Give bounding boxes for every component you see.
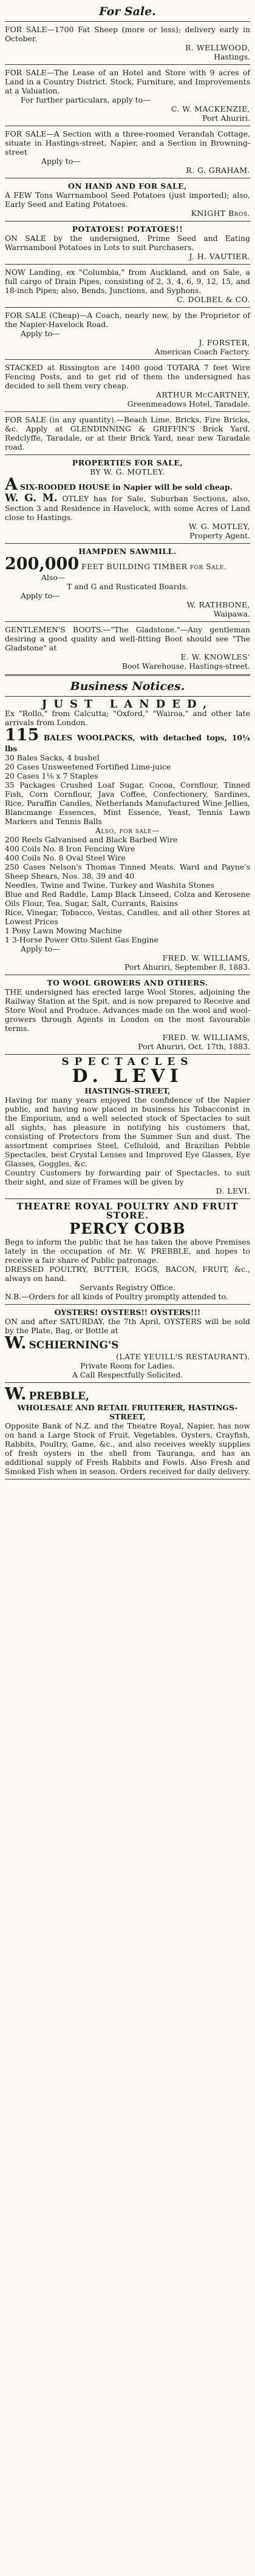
ad-header: JUST LANDED, [41,698,214,711]
ad-place: Waipawa. [213,609,250,618]
ad-text: A FEW Tons Warrnambool Seed Potatoes (just imported); also, Early Seed and Eating Potatoes. [5,191,250,209]
ad-place: Port Ahuriri. [202,113,250,123]
ad-cottage-section [5,129,250,175]
ad-initial: W. [5,1385,27,1404]
section-heading-business: Business Notices. [70,680,185,693]
divider [5,1382,250,1383]
ad-text: STACKED at Rissington are 1400 good TOTARA 7 feet Wire Fencing Posts, and to get rid of them the undersigned has decided to sell them very cheap. [5,363,250,390]
ad-hotel-lease [5,68,250,123]
ad-properties [5,458,250,540]
ad-text: ON and after SATURDAY, the 7th April, OYSTERS will be sold by the Plate, Bag, or Bottle at [5,1317,250,1335]
ad-text: THE undersigned has erected large Wool Stores, adjoining the Railway Station at the Spit, and is now prepared to Receive and Store Wool and Produce. Advances made on the wool and wool-growers through Agents in London on the most favourable terms. [5,987,250,1033]
ad-name: PREBBLE, [29,1390,89,1402]
ad-wool-stores [5,978,250,1051]
ad-just-landed [5,700,250,972]
ad-text: FOR SALE (in any quantity).—Beach Lime, Bricks, Fire Bricks, &c. Apply at GLENDINNING & GRIFFIN'S Brick Yard, Redclyffe, Taradale, or at their Brick Yard, near new Taradale road. [5,415,250,451]
double-divider [5,674,250,676]
ad-call: A Call Respectfully Solicited. [72,1370,183,1379]
ad-bales-text: BALES WOOLPACKS, with detached tops, 10¼ lbs [5,733,250,753]
stock-item: Rice, Vinegar, Tobacco, Vestas, Candles, and all other Stores at Lowest Prices [5,908,250,926]
ad-initials: W. G. M. [5,492,58,504]
ad-signature: J. H. VAUTIER. [189,252,250,261]
ad-text: FOR SALE—1700 Fat Sheep (more or less); delivery early in October. [5,25,250,43]
ad-line: T and G and Rusticated Boards. [67,582,188,591]
stock-item: Needles, Twine and Twine, Turkey and Washita Stones [5,881,214,890]
ad-name: SCHIERNING'S [29,1339,119,1351]
ad-line: WHOLESALE AND RETAIL FRUITERER, HASTINGS-STREET, [17,1403,238,1421]
ad-ships: Ex "Rollo," from Calcutta; "Oxford," "Wairoa," and other late arrivals from London. [5,709,250,727]
ad-text: FOR SALE—The Lease of an Hotel and Store with 9 acres of Land in a Country District. Stock, Furniture, and Improvements at a Valuation. [5,68,250,95]
ad-signature: W. G. MOTLEY, [188,522,250,531]
ad-apply: Apply to— [21,591,60,600]
divider [5,307,250,308]
ad-signature: C. W. MACKENZIE, [171,104,250,113]
divider [5,696,250,697]
ad-also-sale: Also, for sale— [95,826,160,835]
stock-list [5,753,250,826]
ad-private: Private Room for Ladies. [80,1361,175,1370]
ad-text: NOW Landing, ex "Columbia," from Auckland, and on Sale, a full cargo of Drain Pipes, consisting of 2, 3, 4, 6, 9, 12, 15, and 18-inch Pipes; also, Bends, Junctions, and Syphons. [5,268,250,295]
ad-apply: Apply to— [41,157,81,166]
ad-also: Also— [41,573,66,582]
stock-item: 400 Coils No. 8 Iron Fencing Wire [5,844,135,853]
ad-text: GENTLEMEN'S BOOTS.—"The Gladstone."—Any gentleman desiring a good quality and well-fitting Boot should see "The Gladstone" at [5,625,250,652]
ad-poultry-store [5,1202,250,1301]
ad-place: Property Agent. [189,531,250,540]
ad-place: Boot Warehouse, Hastings-street. [121,661,250,671]
ad-quantity-text: FEET BUILDING TIMBER for Sale. [81,562,227,571]
divider [5,264,250,265]
ad-spectacles [5,1058,250,1195]
stock-item: 200 Reels Galvanised and Black Barbed Wire [5,835,178,844]
ad-signature: KNIGHT Bros. [191,209,250,218]
ad-apply: Apply to— [21,329,60,338]
ad-registry: Servants Registry Office. [80,1283,175,1292]
stock-item: 20 Cases Unsweetened Fortified Lime-juice [5,762,171,771]
divider [5,1054,250,1055]
ad-note: Country Customers by forwarding pair of Spectacles, to suit their sight, and size of Frames will be given by [5,1168,250,1186]
ad-title: SPECTACLES [61,1056,194,1068]
ad-sub: (LATE YEUILL'S RESTAURANT). [116,1352,250,1361]
ad-signature: D. LEVI. [216,1186,250,1195]
ad-fat-sheep [5,25,250,61]
ad-title: ON HAND AND FOR SALE, [68,181,187,191]
ad-signature: ARTHUR McCARTNEY, [155,390,250,399]
ad-text: ON SALE by the undersigned, Prime Seed and Eating Warrnambool Potatoes in Lots to suit Purchasers. [5,234,250,252]
ad-signature: R. WELLWOOD, [185,43,250,52]
ad-text: FOR SALE—A Section with a three-roomed Verandah Cottage, situate in Hastings-street, Napier, and a Section in Browning-street [5,129,250,157]
ad-lime-bricks [5,415,250,451]
stock-item: Blue and Red Raddle, Lamp Black Linseed, Colza and Kerosene Oils Flour, Tea, Sugar, Salt, Currants, Raisins [5,890,250,908]
divider [5,411,250,412]
divider [5,543,250,544]
ad-signature: FRED. W. WILLIAMS, [162,953,250,962]
divider [5,21,250,22]
section-heading-for-sale: For Sale. [99,5,156,18]
ad-signature: E. W. KNOWLES' [180,652,250,661]
ad-coach [5,311,250,356]
ad-fencing-posts [5,363,250,408]
ad-house: SIX-ROODED HOUSE in Napier will be sold cheap. [19,482,233,492]
stock-item: 400 Coils No. 8 Oval Steel Wire [5,853,126,862]
drop-cap: A [5,475,18,494]
stock-item: 30 Bales Sacks, 4 bushel [5,753,100,762]
ad-signature: J. FORSTER, [199,338,250,347]
ad-text: OTLEY has for Sale, Suburban Sections, also, Section 3 and Residence in Havelock, with some Acres of Land close to Hastings. [5,494,250,522]
divider [5,621,250,622]
ad-apply: Apply to— [21,944,60,953]
ad-boots [5,625,250,671]
divider [5,64,250,65]
divider [5,1198,250,1199]
stock-list-2 [5,835,250,944]
ad-title: OYSTERS! OYSTERS!! OYSTERS!!! [54,1308,201,1317]
stock-item: 35 Packages Crushed Loaf Sugar, Cocoa, Cornflour, Tinned Fish, Corn Cornflour, Java Coffee, Confectionery, Sardines, Rice, Paraffin Candles, Netherlands Manufactured Wine Jellies, Blancmange Essences, Mint Essence, Yeast, Tennis Lawn Markers and Tennis Balls [5,780,250,826]
stock-item: 250 Cases Nelson's Thomas Tinned Meats, Ward and Payne's Sheep Shears, Nos. 38, 39 and 40 [5,862,250,881]
stock-item: 1 3-Horse Power Otto Silent Gas Engine [5,935,158,944]
advertisement-column [5,0,250,1479]
divider [5,359,250,360]
ad-apply: For further particulars, apply to— [21,95,151,104]
divider [5,1304,250,1305]
ad-title: TO WOOL GROWERS AND OTHERS. [47,978,208,987]
ad-signature: W. RATHBONE, [186,600,250,609]
stock-item: 20 Cases 1⅛ x 7 Staples [5,771,98,780]
ad-title: PROPERTIES FOR SALE, [72,458,183,467]
ad-seed-potatoes [5,181,250,218]
ad-name: D. LEVI [72,1066,183,1087]
ad-notice: N.B.—Orders for all kinds of Poultry promptly attended to. [5,1292,228,1301]
stock-item: 1 Pony Lawn Mowing Machine [5,926,123,935]
ad-prebble [5,1386,250,1476]
ad-quantity: 200,000 [5,555,80,573]
ad-signature: FRED. W. WILLIAMS, [162,1033,250,1042]
ad-place: Port Ahuriri, Oct. 17th, 1883. [138,1042,250,1051]
ad-place: American Coach Factory. [154,347,250,356]
ad-title: POTATOES! POTATOES!! [72,225,183,234]
ad-place: Port Ahuriri, September 8, 1883. [124,962,250,972]
ad-text: Having for many years enjoyed the confidence of the Napier public, and having now placed in business his Tobacconist in the Emporium, and a well selected stock of Spectacles to suit all sights, has pleasure in notifying his customers that, consisting of Protectors from the Summer Sun and dust. The assortment comprises Steel, Celluloid, and Brazilian Pebble Spectacles, best Crystal Lenses and Improved Eye Glasses, Eye Glasses, Goggles, &c. [5,1095,250,1168]
ad-byline: BY W. G. MOTLEY. [90,467,165,476]
ad-name: PERCY COBB [69,1220,186,1237]
ad-title: HAMPDEN SAWMILL. [78,547,177,556]
ad-place: Hastings. [214,52,250,61]
ad-drain-pipes [5,268,250,304]
ad-signature: R. G. GRAHAM. [186,166,250,175]
ad-place: Greenmeadows Hotel, Taradale. [127,399,250,408]
ad-oysters [5,1308,250,1379]
ad-sawmill [5,547,250,618]
ad-text: FOR SALE (Cheap)—A Coach, nearly new, by the Proprietor of the Napier-Havelock Road. [5,311,250,329]
ad-signature: C. DOLBEL & CO. [177,295,250,304]
ad-potatoes [5,225,250,261]
ad-text: Begs to inform the public that he has taken the above Premises lately in the occupation of Mr. W. PREBBLE, and hopes to receive a fair share of Public patronage. [5,1237,250,1265]
ad-street: HASTINGS-STREET, [84,1086,171,1095]
ad-header: THEATRE ROYAL POULTRY AND FRUIT STORE. [16,1201,239,1221]
ad-text: Opposite Bank of N.Z. and the Theatre Royal, Napier, has now on hand a Large Stock of Fruit, Vegetables, Oysters, Crayfish, Rabbits, Poultry, Game, &c., and also receives weekly supplies of fresh oysters in the shell from Tauranga, and has an additional supply of Fresh Rabbits and Fowls. Also Fresh and Smoked Fish when in season. Orders received for daily delivery. [5,1421,250,1476]
ad-bales-number: 115 [5,726,39,745]
ad-initial: W. [5,1334,27,1353]
ad-goods: DRESSED POULTRY, BUTTER, EGGS, BACON, FRUIT, &c., always on hand. [5,1265,250,1283]
